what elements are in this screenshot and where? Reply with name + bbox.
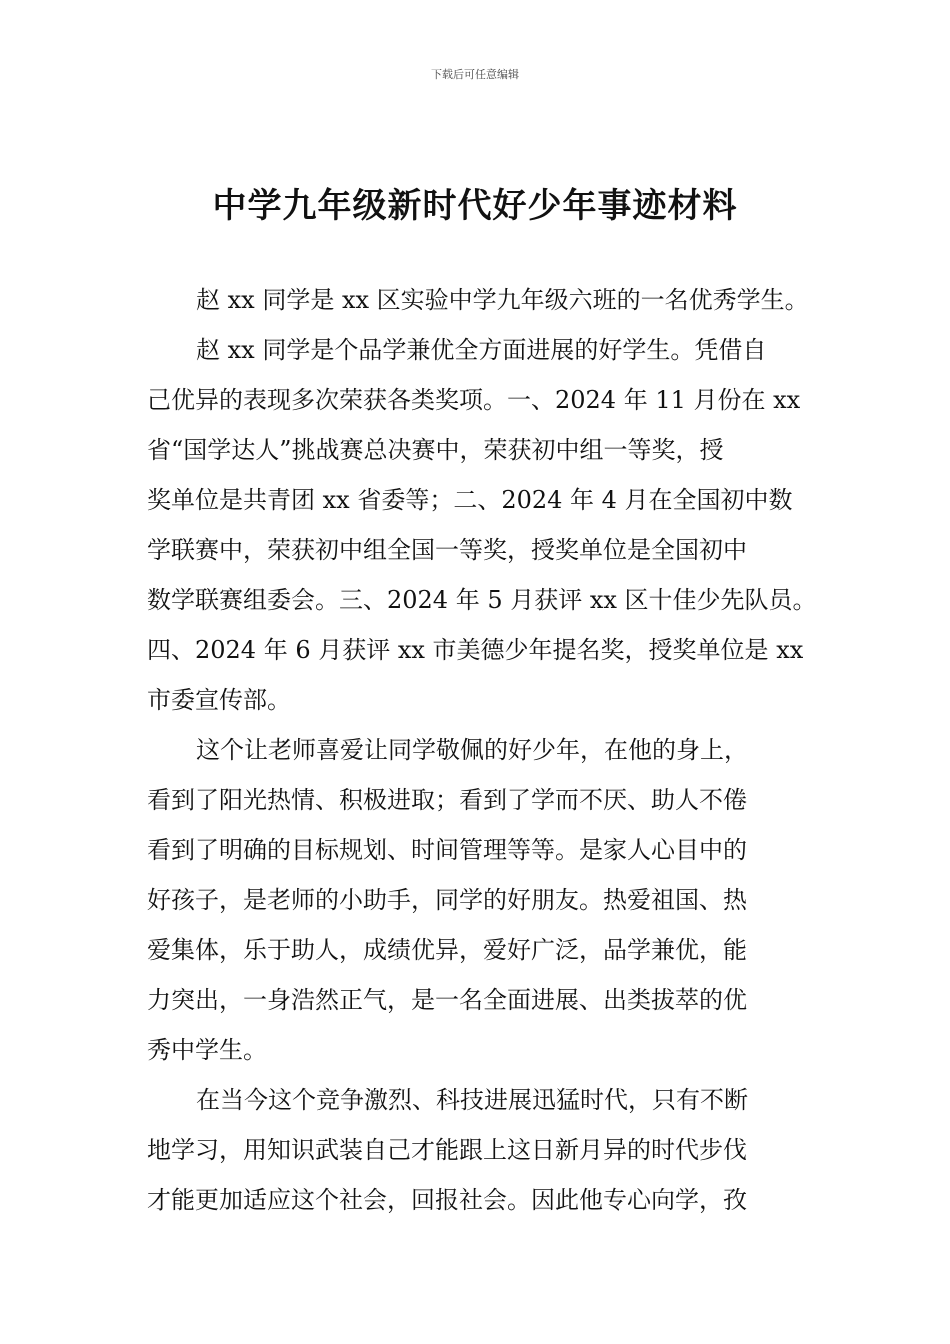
text-line: 赵 xx 同学是 xx 区实验中学九年级六班的一名优秀学生。 — [196, 286, 809, 314]
text-line: 才能更加适应这个社会，回报社会。因此他专心向学，孜 — [147, 1186, 747, 1214]
document-title: 中学九年级新时代好少年事迹材料 — [212, 186, 738, 226]
paragraph-1 — [147, 279, 847, 329]
text-line: 这个让老师喜爱让同学敬佩的好少年，在他的身上， — [196, 736, 748, 764]
text-line: 四、2024 年 6 月获评 xx 市美德少年提名奖，授奖单位是 xx — [147, 636, 804, 664]
paragraph-3 — [147, 729, 847, 1079]
document-body — [147, 279, 847, 1229]
text-line: 赵 xx 同学是个品学兼优全方面进展的好学生。凭借自 — [196, 336, 767, 364]
paragraph-2 — [147, 329, 847, 729]
text-line: 奖单位是共青团 xx 省委等；二、2024 年 4 月在全国初中数 — [147, 486, 793, 514]
text-line: 在当今这个竞争激烈、科技进展迅猛时代，只有不断 — [196, 1086, 748, 1114]
paragraph-4 — [147, 1079, 847, 1229]
text-line: 好孩子，是老师的小助手，同学的好朋友。热爱祖国、热 — [147, 886, 747, 914]
text-line: 看到了明确的目标规划、时间管理等等。是家人心目中的 — [147, 836, 747, 864]
text-line: 己优异的表现多次荣获各类奖项。一、2024 年 11 月份在 xx — [147, 386, 801, 414]
text-line: 省“国学达人”挑战赛总决赛中，荣获初中组一等奖，授 — [147, 436, 724, 464]
text-line: 爱集体，乐于助人，成绩优异，爱好广泛，品学兼优，能 — [147, 936, 747, 964]
text-line: 力突出，一身浩然正气，是一名全面进展、出类拔萃的优 — [147, 986, 747, 1014]
text-line: 地学习，用知识武装自己才能跟上这日新月异的时代步伐 — [147, 1136, 747, 1164]
header-note: 下载后可任意编辑 — [431, 68, 519, 81]
text-line: 秀中学生。 — [147, 1036, 267, 1064]
text-line: 学联赛中，荣获初中组全国一等奖，授奖单位是全国初中 — [147, 536, 747, 564]
text-line: 数学联赛组委会。三、2024 年 5 月获评 xx 区十佳少先队员。 — [147, 586, 817, 614]
text-line: 看到了阳光热情、积极进取；看到了学而不厌、助人不倦 — [147, 786, 747, 814]
text-line: 市委宣传部。 — [147, 686, 291, 714]
